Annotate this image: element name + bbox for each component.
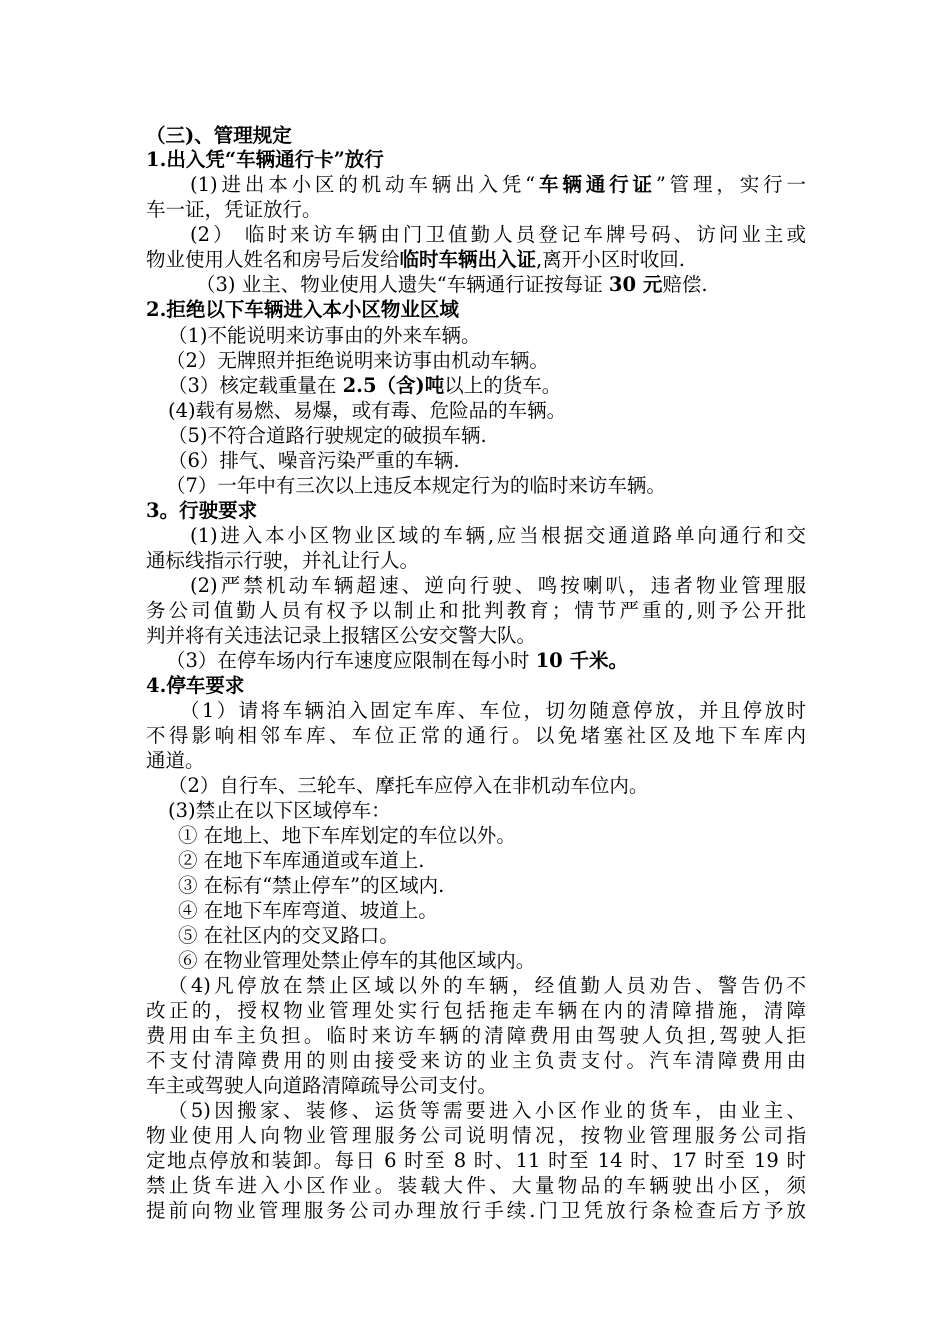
- paragraph-1-2-line-2: 物业使用人姓名和房号后发给临时车辆出入证,离开小区时收回.: [146, 248, 685, 271]
- paragraph-3-2-line-1: (2)严禁机动车辆超速、逆向行驶、鸣按喇叭，违者物业管理服: [190, 574, 806, 597]
- paragraph-4-2: （2）自行车、三轮车、摩托车应停入在非机动车位内。: [168, 774, 649, 797]
- zone-item-6: ⑥ 在物业管理处禁止停车的其他区域内。: [178, 949, 536, 972]
- paragraph-4-1-line-2: 不得影响相邻车库、车位正常的通行。以免堵塞社区及地下车库内: [146, 724, 806, 747]
- heading-1: 1.出入凭“车辆通行卡”放行: [146, 148, 384, 171]
- section-title: （三)、管理规定: [146, 124, 292, 147]
- list-item-2-4: (4)载有易燃、易爆，或有毒、危险品的车辆。: [168, 399, 567, 422]
- paragraph-4-4-line-1: （4)凡停放在禁止区域以外的车辆，经值勤人员劝告、警告仍不: [168, 974, 806, 997]
- zone-item-1: ① 在地上、地下车库划定的车位以外。: [178, 824, 516, 847]
- paragraph-4-4-line-2: 改正的，授权物业管理处实行包括拖走车辆在内的清障措施，清障: [146, 999, 806, 1022]
- list-item-2-1: （1)不能说明来访事由的外来车辆。: [168, 324, 481, 347]
- list-item-2-7: （7）一年中有三次以上违反本规定行为的临时来访车辆。: [166, 474, 666, 497]
- paragraph-4-5-line-3: 定地点停放和装卸。每日 6 时至 8 时、11 时至 14 时、17 时至 19 时: [146, 1149, 806, 1172]
- paragraph-4-3: (3)禁止在以下区域停车：: [168, 799, 391, 822]
- paragraph-3-2-line-2: 务公司值勤人员有权予以制止和批判教育；情节严重的,则予公开批: [146, 599, 806, 622]
- list-item-2-3: （3）核定载重量在 2.5（含)吨以上的货车。: [168, 374, 562, 397]
- zone-item-3: ③ 在标有“禁止停车”的区域内.: [178, 874, 445, 897]
- paragraph-4-4-line-4: 不支付清障费用的则由接受来访的业主负责支付。汽车清障费用由: [146, 1049, 806, 1072]
- zone-item-2: ② 在地下车库通道或车道上.: [178, 849, 425, 872]
- list-item-2-6: （6）排气、噪音污染严重的车辆.: [168, 449, 460, 472]
- bold-text: 临时车辆出入证: [399, 248, 537, 271]
- heading-2: 2.拒绝以下车辆进入本小区物业区域: [146, 298, 459, 321]
- paragraph-4-5-line-1: （5)因搬家、装修、运货等需要进入小区作业的货车，由业主、: [168, 1099, 806, 1122]
- paragraph-1-3: （3) 业主、物业使用人遗失“车辆通行证按每证 30 元赔偿.: [196, 273, 708, 296]
- zone-item-4: ④ 在地下车库弯道、坡道上。: [178, 899, 438, 922]
- paragraph-4-1-line-3: 通道。: [146, 749, 205, 772]
- paragraph-1-1-line-2: 车一证，凭证放行。: [146, 198, 322, 221]
- paragraph-3-2-line-3: 判并将有关违法记录上报辖区公安交警大队。: [146, 624, 537, 647]
- zone-item-5: ⑤ 在社区内的交叉路口。: [178, 924, 399, 947]
- paragraph-4-4-line-5: 车主或驾驶人向道路清障疏导公司支付。: [146, 1074, 498, 1097]
- paragraph-3-3: （3）在停车场内行车速度应限制在每小时 10 千米。: [166, 649, 629, 672]
- list-item-2-5: （5)不符合道路行驶规定的破损车辆.: [168, 424, 487, 447]
- heading-4: 4.停车要求: [146, 674, 245, 697]
- paragraph-1-1-line-1: (1)进出本小区的机动车辆出入凭“车辆通行证”管理，实行一: [190, 173, 806, 196]
- bold-text: 车辆通行证: [535, 173, 656, 196]
- paragraph-4-5-line-2: 物业使用人向物业管理服务公司说明情况，按物业管理服务公司指: [146, 1124, 806, 1147]
- bold-text: 10 千米。: [535, 649, 629, 672]
- paragraph-4-4-line-3: 费用由车主负担。临时来访车辆的清障费用由驾驶人负担,驾驶人拒: [146, 1024, 806, 1047]
- heading-3: 3。行驶要求: [146, 499, 258, 522]
- bold-text: 2.5（含)吨: [342, 374, 445, 397]
- paragraph-4-1-line-1: （1）请将车辆泊入固定车库、车位，切勿随意停放，并且停放时: [180, 699, 806, 722]
- paragraph-4-5-line-5: 提前向物业管理服务公司办理放行手续.门卫凭放行条检查后方予放: [146, 1199, 806, 1222]
- paragraph-4-5-line-4: 禁止货车进入小区作业。装载大件、大量物品的车辆驶出小区，须: [146, 1174, 806, 1197]
- paragraph-1-2-line-1: (2） 临时来访车辆由门卫值勤人员登记车牌号码、访问业主或: [190, 223, 806, 246]
- list-item-2-2: （2）无牌照并拒绝说明来访事由机动车辆。: [166, 349, 549, 372]
- paragraph-3-1-line-2: 通标线指示行驶，并礼让行人。: [146, 549, 420, 572]
- paragraph-3-1-line-1: (1)进入本小区物业区域的车辆,应当根据交通道路单向通行和交: [190, 524, 806, 547]
- bold-text: 30 元: [608, 273, 663, 296]
